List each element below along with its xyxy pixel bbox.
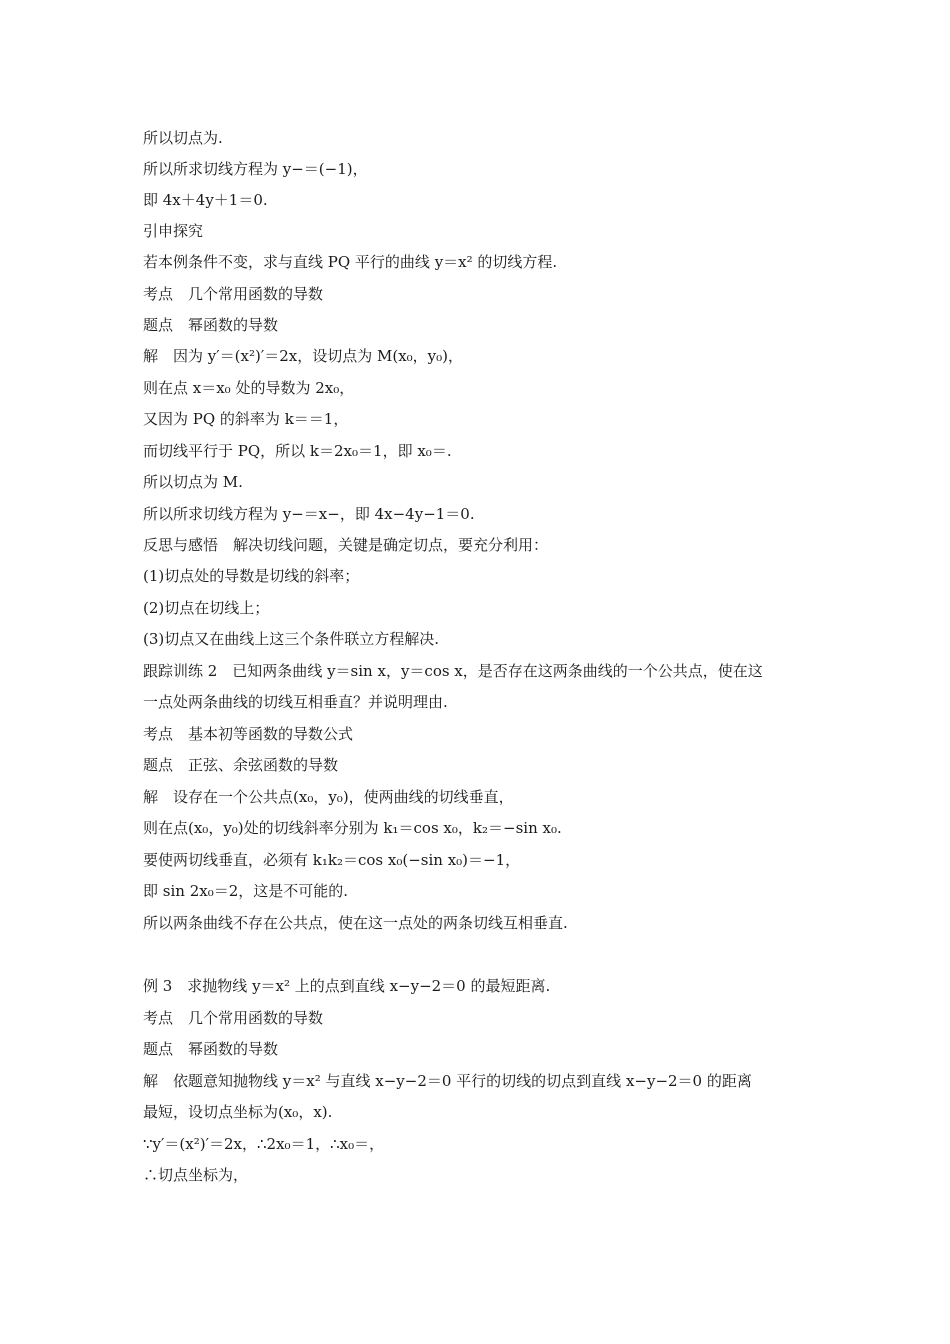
- text-line: 即 sin 2x₀＝2，这是不可能的.: [143, 882, 349, 900]
- text-line: (3)切点又在曲线上这三个条件联立方程解决.: [143, 630, 440, 648]
- text-line: 题点 幂函数的导数: [143, 1040, 279, 1058]
- text-line: 解 设存在一个公共点(x₀，y₀)，使两曲线的切线垂直，: [143, 788, 514, 806]
- text-line: 最短，设切点坐标为(x₀，x).: [143, 1103, 333, 1121]
- text-line: (2)切点在切线上；: [143, 599, 270, 617]
- text-line: 所以两条曲线不存在公共点，使在这一点处的两条切线互相垂直.: [143, 914, 568, 932]
- text-line: 则在点 x＝x₀ 处的导数为 2x₀，: [143, 379, 355, 397]
- text-line: 要使两切线垂直，必须有 k₁k₂＝cos x₀(−sin x₀)＝−1，: [143, 851, 521, 869]
- text-line: 解 因为 y′＝(x²)′＝2x，设切点为 M(x₀，y₀)，: [143, 347, 464, 365]
- section-heading: 引申探究: [143, 222, 204, 240]
- text-line: 跟踪训练 2 已知两条曲线 y＝sin x，y＝cos x，是否存在这两条曲线的一个公共点，使在这: [143, 662, 763, 680]
- text-line: 考点 基本初等函数的导数公式: [143, 725, 354, 743]
- text-line: 又因为 PQ 的斜率为 k＝＝1，: [143, 410, 349, 428]
- text-line: 一点处两条曲线的切线互相垂直？并说明理由.: [143, 693, 448, 711]
- text-line: 所以切点为 M.: [143, 473, 243, 491]
- text-line: 考点 几个常用函数的导数: [143, 285, 324, 303]
- text-line: 题点 正弦、余弦函数的导数: [143, 756, 339, 774]
- text-line: 即 4x＋4y＋1＝0.: [143, 191, 268, 209]
- text-line: 若本例条件不变，求与直线 PQ 平行的曲线 y＝x² 的切线方程.: [143, 253, 558, 271]
- text-line: 而切线平行于 PQ，所以 k＝2x₀＝1，即 x₀＝.: [143, 442, 452, 460]
- text-line: 解 依题意知抛物线 y＝x² 与直线 x−y−2＝0 平行的切线的切点到直线 x−y−2＝0 的距离: [143, 1072, 752, 1090]
- text-line: (1)切点处的导数是切线的斜率；: [143, 567, 360, 585]
- text-line: 则在点(x₀，y₀)处的切线斜率分别为 k₁＝cos x₀，k₂＝−sin x₀.: [143, 819, 562, 837]
- text-line: 例 3 求抛物线 y＝x² 上的点到直线 x−y−2＝0 的最短距离.: [143, 977, 551, 995]
- text-line: 所以所求切线方程为 y−＝(−1)，: [143, 160, 368, 178]
- text-line: ∵y′＝(x²)′＝2x，∴2x₀＝1，∴x₀＝，: [143, 1135, 385, 1153]
- text-line: 题点 幂函数的导数: [143, 316, 279, 334]
- text-line: 反思与感悟 解决切线问题，关键是确定切点，要充分利用：: [143, 536, 549, 554]
- text-line: 考点 几个常用函数的导数: [143, 1009, 324, 1027]
- text-line: 所以切点为.: [143, 129, 223, 147]
- text-line: ∴切点坐标为，: [143, 1166, 249, 1184]
- text-line: 所以所求切线方程为 y−＝x−，即 4x−4y−1＝0.: [143, 505, 475, 523]
